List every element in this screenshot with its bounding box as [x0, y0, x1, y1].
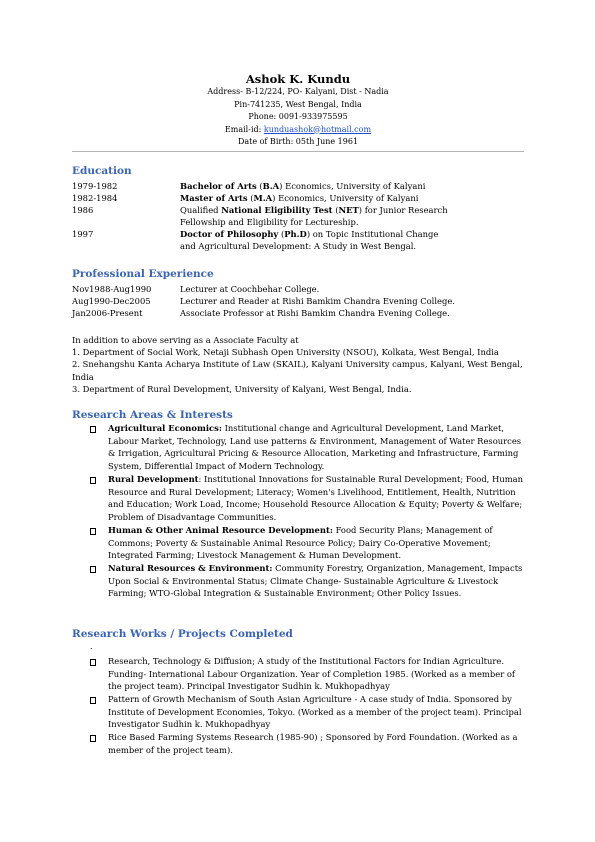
- research-area-item: [108, 524, 524, 562]
- degree-prefix: Qualified: [180, 205, 222, 215]
- research-area-text: : Institutional Innovations for Sustainable Rural Development; Food, Human Resource and Rural Development; Literacy; Women's Livelihood, Entitlement, Health, Nutrition and Education; Work Load, Income; Household Resource Allocation & Equity; Poverty & Welfare; Problem of Disadvantage Communities.: [108, 474, 524, 522]
- experience-description: Lecturer at Coochbehar College.: [180, 284, 320, 294]
- research-area-title: Rural Development: [108, 474, 199, 484]
- research-area-text: Community Forestry, Organization, Management, Impacts Upon Social & Environmental Status; Climate Change- Sustainable Agriculture & Livestock Farming; WTO-Global Integration & Sustainable Environment; Other Policy Issues.: [108, 563, 523, 598]
- experience-period: Aug1990-Dec2005: [72, 296, 151, 306]
- degree-detail: ) Economics, University of Kalyani: [279, 181, 426, 191]
- education-degree: [180, 192, 418, 204]
- address-line-2: Pin-741235, West Bengal, India: [234, 99, 362, 109]
- degree-abbr: B.A: [262, 181, 280, 191]
- education-year: 1979-1982: [72, 181, 118, 191]
- education-year: 1986: [72, 205, 94, 215]
- address-line-1: Address- B-12/224, PO- Kalyani, Dist - Nadia: [207, 87, 389, 96]
- experience-period: Jan2006-Present: [72, 308, 143, 318]
- bullet-box-icon: [90, 659, 96, 666]
- degree-detail: ) Economics, University of Kalyani: [272, 193, 419, 203]
- experience-period: Nov1988-Aug1990: [72, 284, 152, 294]
- bullet-box-icon: [90, 528, 96, 535]
- education-heading: Education: [72, 165, 132, 177]
- research-area-title: Natural Resources & Environment:: [108, 563, 273, 573]
- contact-header: [72, 72, 524, 149]
- degree-abbr: M.A: [253, 193, 273, 203]
- email-label: Email-id:: [224, 124, 262, 134]
- education-degree: [180, 228, 438, 240]
- degree-detail: ) for Junior Research: [358, 205, 448, 215]
- degree-abbr: NET: [338, 205, 359, 215]
- research-area-title: Agricultural Economics:: [108, 423, 222, 433]
- research-area-text: Food Security Plans; Management of Commons; Poverty & Sustainable Animal Resource Policy; Dairy Co-Operative Movement; Integrated Farming; Livestock Management & Human Development.: [108, 525, 493, 560]
- email-link[interactable]: kunduashok@hotmail.com: [263, 124, 372, 134]
- bullet-box-icon: [90, 735, 96, 742]
- candidate-name: Ashok K. Kundu: [245, 72, 351, 86]
- research-area-title: Human & Other Animal Resource Development:: [108, 525, 333, 535]
- email-line: [72, 124, 524, 137]
- dob-line: Date of Birth: 05th June 1961: [237, 137, 359, 146]
- research-heading: Research Areas & Interests: [72, 409, 233, 421]
- associate-faculty-item: 2. Snehangshu Kanta Acharya Institute of Law (SKAIL), Kalyani University campus, Kalyani, West Bengal, India: [72, 359, 523, 382]
- experience-description: Associate Professor at Rishi Bamkim Chandra Evening College.: [180, 308, 450, 318]
- research-work-item: Pattern of Growth Mechanism of South Asian Agriculture - A case study of India. Sponsored by Institute of Development Economies, Tokyo. (Worked as a member of the project team). Principal Investigator Sudhin k. Mukhopadhyay: [108, 694, 522, 729]
- works-heading: Research Works / Projects Completed: [72, 628, 293, 640]
- research-area-item: [108, 422, 524, 472]
- experience-description: Lecturer and Reader at Rishi Bamkim Chandra Evening College.: [180, 296, 455, 306]
- degree-paren: (: [332, 205, 339, 215]
- phone-line: Phone: 0091-933975595: [248, 112, 348, 121]
- degree-detail-line-2: and Agricultural Development: A Study in West Bengal.: [180, 241, 417, 251]
- degree-name: Doctor of Philosophy: [180, 229, 279, 239]
- associate-faculty-item: 1. Department of Social Work, Netaji Subhash Open University (NSOU), Kolkata, West Bengal, India: [72, 347, 499, 357]
- research-area-text: Institutional change and Agricultural Development, Land Market, Labour Market, Technology, Land use patterns & Environment, Management of Water Resources & Irrigation, Agricultural Pricing & Resource Allocation, Marketing and Infrastructure, Farming System, Differential Impact of Modern Technology.: [108, 423, 522, 471]
- education-year: 1997: [72, 229, 94, 239]
- education-year: 1982-1984: [72, 193, 118, 203]
- research-work-item: Research, Technology & Diffusion; A study of the Institutional Factors for Indian Agriculture. Funding- International Labour Organization. Year of Completion 1985. (Worked as a member of the project team). Principal Investigator Sudhin k. Mukhopadhyay: [108, 656, 516, 691]
- degree-paren: (: [278, 229, 285, 239]
- research-area-item: [108, 562, 524, 600]
- degree-paren: (: [256, 181, 263, 191]
- bullet-box-icon: [90, 566, 96, 573]
- experience-heading: Professional Experience: [72, 268, 214, 280]
- degree-name: National Eligibility Test: [221, 205, 333, 215]
- degree-paren: (: [247, 193, 254, 203]
- degree-name: Bachelor of Arts: [180, 181, 257, 191]
- bullet-box-icon: [90, 477, 96, 484]
- degree-detail: ) on Topic Institutional Change: [306, 229, 439, 239]
- bullet-box-icon: [90, 426, 96, 433]
- research-area-item: [108, 473, 524, 523]
- associate-faculty-intro: In addition to above serving as a Associate Faculty at: [72, 335, 299, 345]
- degree-abbr: Ph.D: [284, 229, 307, 239]
- degree-detail-line-2: Fellowship and Eligibility for Lectureship.: [180, 217, 359, 227]
- associate-faculty-item: 3. Department of Rural Development, University of Kalyani, West Bengal, India.: [72, 384, 412, 394]
- education-degree: [180, 180, 425, 192]
- education-degree: [180, 204, 448, 216]
- bullet-box-icon: [90, 697, 96, 704]
- research-work-item: Rice Based Farming Systems Research (1985-90) ; Sponsored by Ford Foundation. (Worked as a member of the project team).: [108, 732, 518, 755]
- header-divider: [72, 151, 524, 152]
- degree-name: Master of Arts: [180, 193, 248, 203]
- stray-dot: .: [90, 642, 93, 651]
